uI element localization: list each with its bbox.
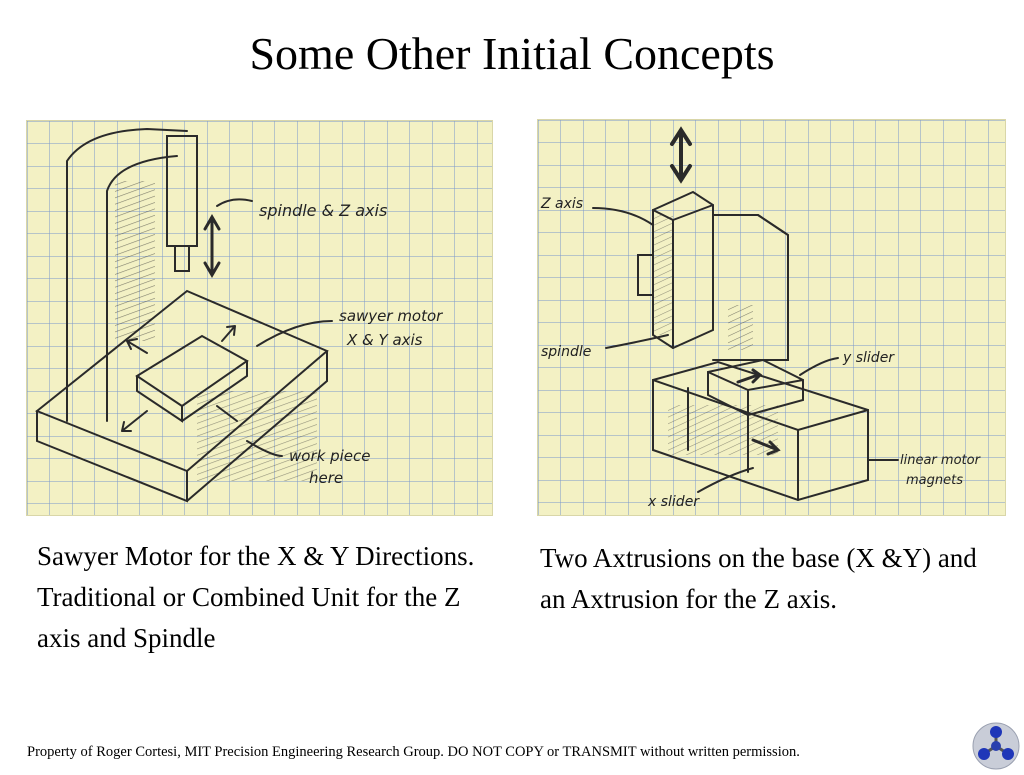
copyright-footer: Property of Roger Cortesi, MIT Precision Engineering Research Group. DO NOT COPY or TRANSMIT without written permission.: [27, 744, 800, 760]
sketch-image-sawyer-concept: [26, 120, 493, 516]
annotation-work-1: work piece: [289, 447, 371, 465]
annotation-linear-1: linear motor: [900, 453, 980, 468]
annotation-y-slider: y slider: [843, 350, 895, 366]
annotation-spindle: spindle: [541, 344, 592, 360]
slide-title: Some Other Initial Concepts: [249, 28, 775, 79]
caption-right: Two Axtrusions on the base (X &Y) and an Axtrusion for the Z axis.: [540, 543, 977, 614]
annotation-x-slider: x slider: [648, 494, 700, 510]
annotation-work-2: here: [309, 469, 344, 487]
annotation-sawyer-1: sawyer motor: [339, 307, 443, 325]
annotation-sawyer-2: X & Y axis: [347, 331, 423, 349]
annotation-spindle-z: spindle & Z axis: [259, 201, 388, 220]
molecule-logo-icon: [972, 722, 1020, 770]
annotation-z-axis: Z axis: [541, 196, 584, 212]
caption-left: Sawyer Motor for the X & Y Directions. Traditional or Combined Unit for the Z axis and Spindle: [37, 541, 475, 653]
sketch-image-axtrusion-concept: [537, 119, 1006, 516]
annotation-linear-2: magnets: [906, 473, 963, 488]
